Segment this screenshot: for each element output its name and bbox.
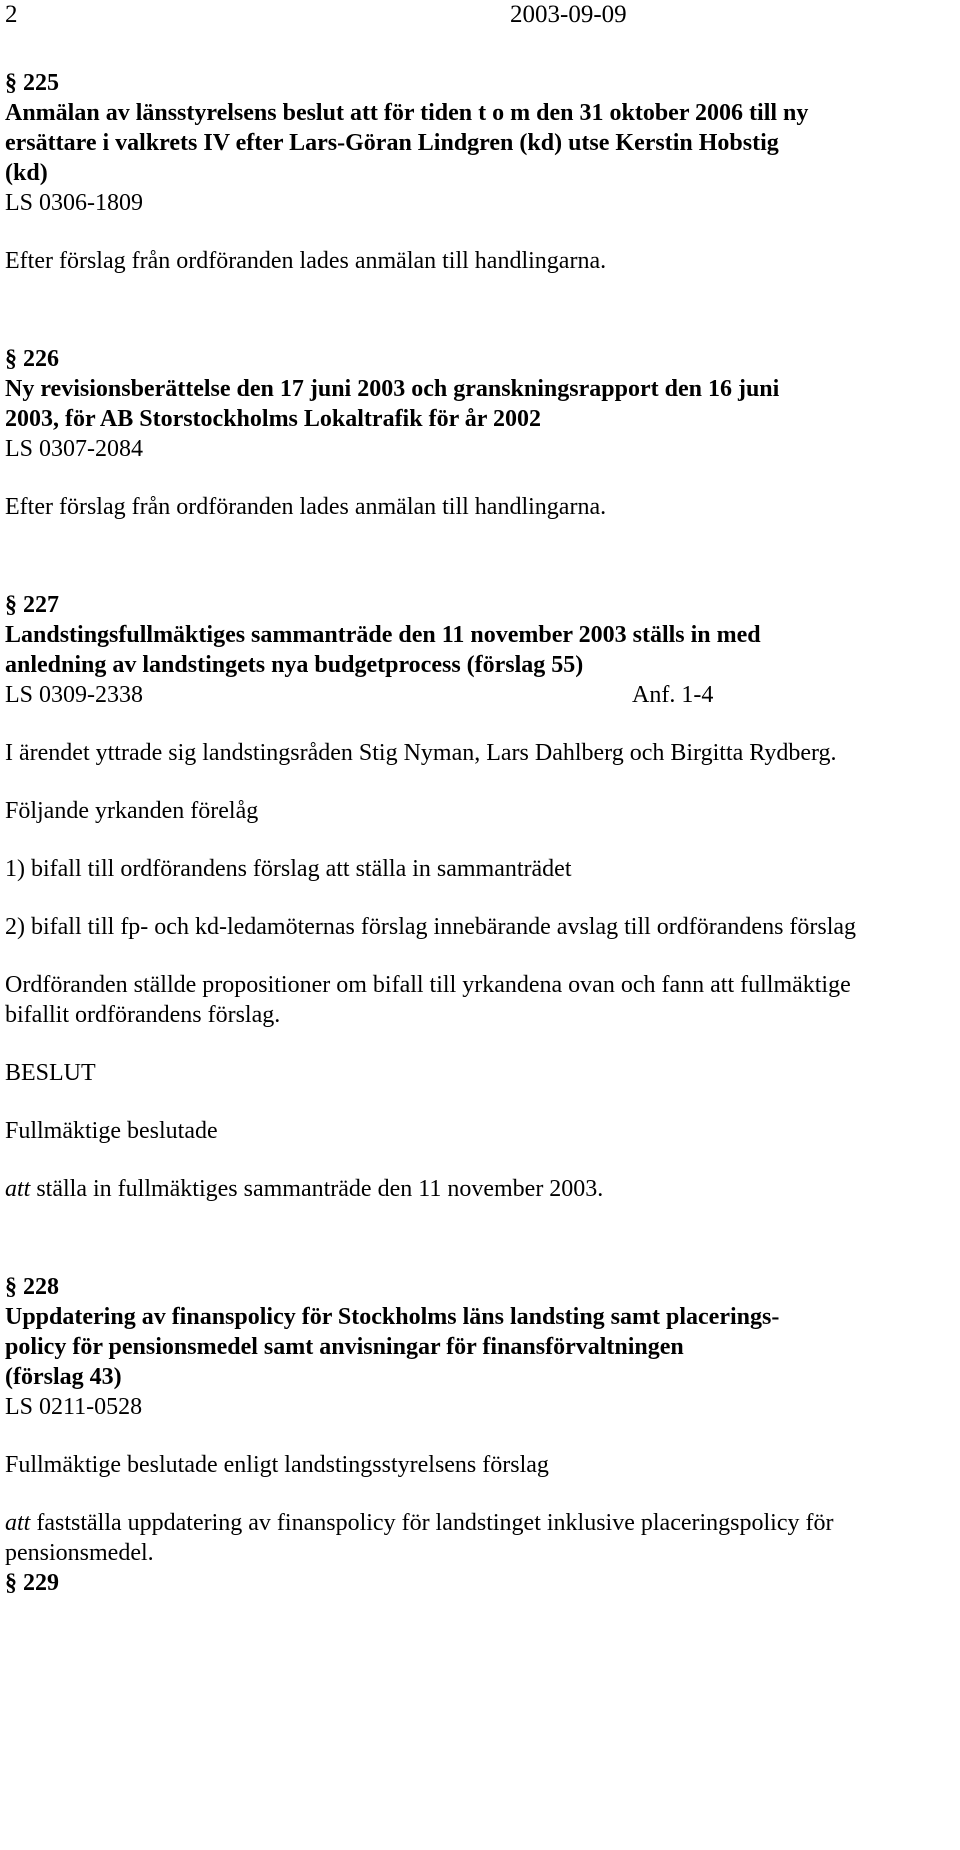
header-date: 2003-09-09 — [510, 1, 627, 28]
section-226-heading: § 226 — [5, 346, 59, 372]
section-227-motion-1: 1) bifall till ordförandens förslag att ställa in sammanträdet — [5, 856, 572, 882]
section-227-beslut: BESLUT — [5, 1060, 96, 1086]
section-228-decision: Fullmäktige beslutade enligt landstingsstyrelsens förslag — [5, 1452, 549, 1478]
section-228-heading: § 228 — [5, 1274, 59, 1300]
section-225-title-line-2: ersättare i valkrets IV efter Lars-Göran Lindgren (kd) utse Kerstin Hobstig — [5, 130, 779, 156]
section-227-title-line-1: Landstingsfullmäktiges sammanträde den 11 november 2003 ställs in med — [5, 622, 761, 648]
att-word: att — [5, 1176, 31, 1202]
section-226-title-line-2: 2003, för AB Storstockholms Lokaltrafik för år 2002 — [5, 406, 542, 432]
section-227-heading: § 227 — [5, 592, 59, 618]
page-number: 2 — [5, 1, 18, 28]
section-227-title-line-2: anledning av landstingets nya budgetprocess (förslag 55) — [5, 652, 584, 678]
section-225-decision: Efter förslag från ordföranden lades anmälan till handlingarna. — [5, 248, 607, 274]
section-225-heading: § 225 — [5, 70, 59, 96]
section-226-title-line-1: Ny revisionsberättelse den 17 juni 2003 och granskningsrapport den 16 juni — [5, 376, 780, 402]
section-228-title-line-2: policy för pensionsmedel samt anvisningar för finansförvaltningen — [5, 1334, 684, 1360]
section-227-ref: LS 0309-2338 — [5, 682, 143, 708]
section-227-att-clause — [5, 1174, 603, 1204]
att-text: ställa in fullmäktiges sammanträde den 11 november 2003. — [30, 1176, 604, 1202]
section-227-anf: Anf. 1-4 — [632, 682, 714, 708]
section-227-speakers: I ärendet yttrade sig landstingsråden Stig Nyman, Lars Dahlberg och Birgitta Rydberg. — [5, 740, 837, 766]
att-text: fastställa uppdatering av finanspolicy för landstinget inklusive placeringspolicy för — [30, 1510, 834, 1536]
att-word: att — [5, 1510, 31, 1536]
section-225-ref: LS 0306-1809 — [5, 190, 143, 216]
section-228-title-line-3: (förslag 43) — [5, 1364, 122, 1390]
section-226-ref: LS 0307-2084 — [5, 436, 143, 462]
section-228-att-clause-cont: pensionsmedel. — [5, 1540, 154, 1566]
section-227-proposition-line-2: bifallit ordförandens förslag. — [5, 1002, 281, 1028]
section-227-motion-2: 2) bifall till fp- och kd-ledamöternas förslag innebärande avslag till ordförandens förslag — [5, 914, 857, 940]
section-227-beslut-intro: Fullmäktige beslutade — [5, 1118, 218, 1144]
section-227-proposition-line-1: Ordföranden ställde propositioner om bifall till yrkandena ovan och fann att fullmäktige — [5, 972, 851, 998]
section-226-decision: Efter förslag från ordföranden lades anmälan till handlingarna. — [5, 494, 607, 520]
section-228-att-clause — [5, 1508, 833, 1538]
section-228-title-line-1: Uppdatering av finanspolicy för Stockholms läns landsting samt placerings- — [5, 1304, 780, 1330]
section-225-title-line-1: Anmälan av länsstyrelsens beslut att för tiden t o m den 31 oktober 2006 till ny — [5, 100, 809, 126]
section-229-heading: § 229 — [5, 1570, 59, 1596]
section-225-title-line-3: (kd) — [5, 160, 48, 186]
section-227-motions-intro: Följande yrkanden förelåg — [5, 798, 259, 824]
section-228-ref: LS 0211-0528 — [5, 1394, 143, 1420]
